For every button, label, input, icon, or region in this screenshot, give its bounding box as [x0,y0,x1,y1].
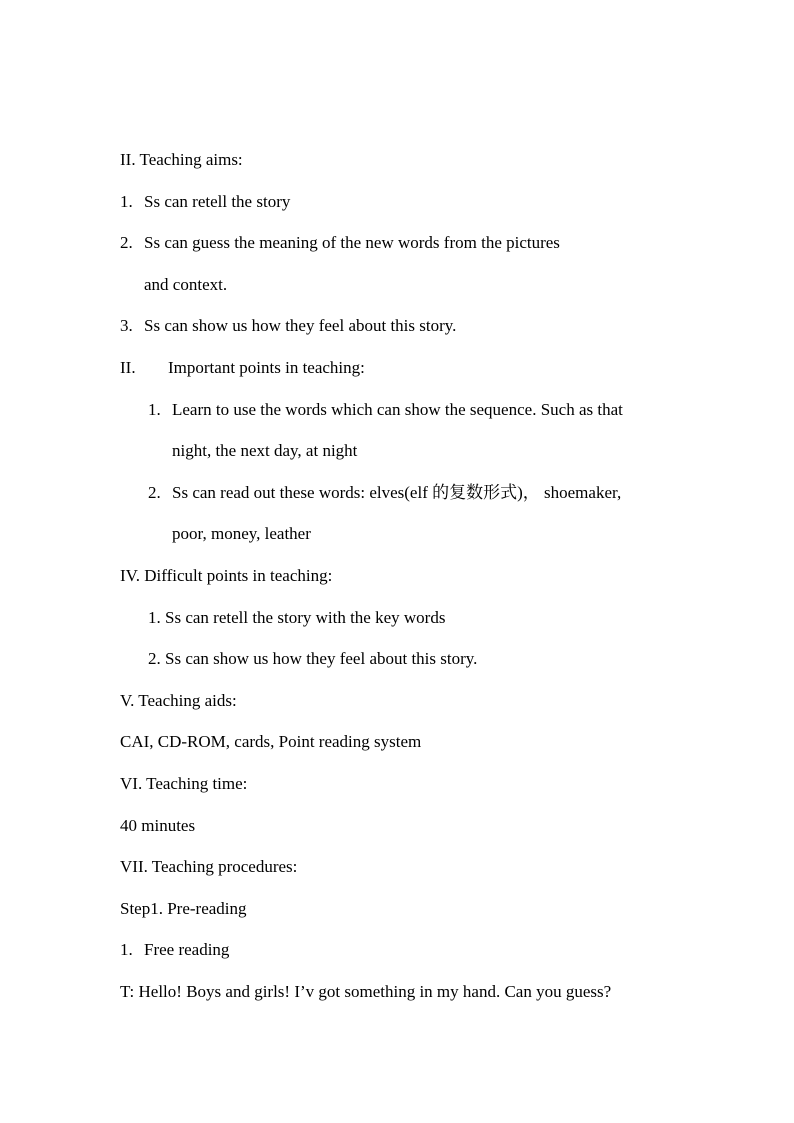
list-item: 2. Ss can guess the meaning of the new words from the pictures [120,233,560,252]
list-item: 2. Ss can show us how they feel about this story. [148,649,478,668]
section-heading-time: VI. Teaching time: [120,774,248,793]
step-heading: Step1. Pre-reading [120,899,247,918]
list-item-continuation: poor, money, leather [172,524,311,543]
list-item-continuation: night, the next day, at night [172,441,358,460]
list-item: 1. Free reading [120,940,230,959]
list-item: 1. Ss can retell the story with the key words [148,608,446,627]
list-item: 3. Ss can show us how they feel about this story. [120,316,457,335]
list-item: 1. Learn to use the words which can show the sequence. Such as that [148,400,623,419]
section-heading-procedures: VII. Teaching procedures: [120,857,298,876]
section-heading-aids: V. Teaching aids: [120,691,237,710]
section-heading-important: II. Important points in teaching: [120,358,365,377]
dialogue-line: T: Hello! Boys and girls! I’v got something in my hand. Can you guess? [120,982,612,1001]
section-heading-aims: II. Teaching aims: [120,150,243,169]
list-item: 2. Ss can read out these words: elves(elf 的复数形式)， shoemaker, [148,483,622,502]
list-item: 1. Ss can retell the story [120,192,291,211]
time-text: 40 minutes [120,816,196,835]
section-heading-difficult: IV. Difficult points in teaching: [120,566,333,585]
aids-text: CAI, CD-ROM, cards, Point reading system [120,732,422,751]
list-item-continuation: and context. [144,275,228,294]
